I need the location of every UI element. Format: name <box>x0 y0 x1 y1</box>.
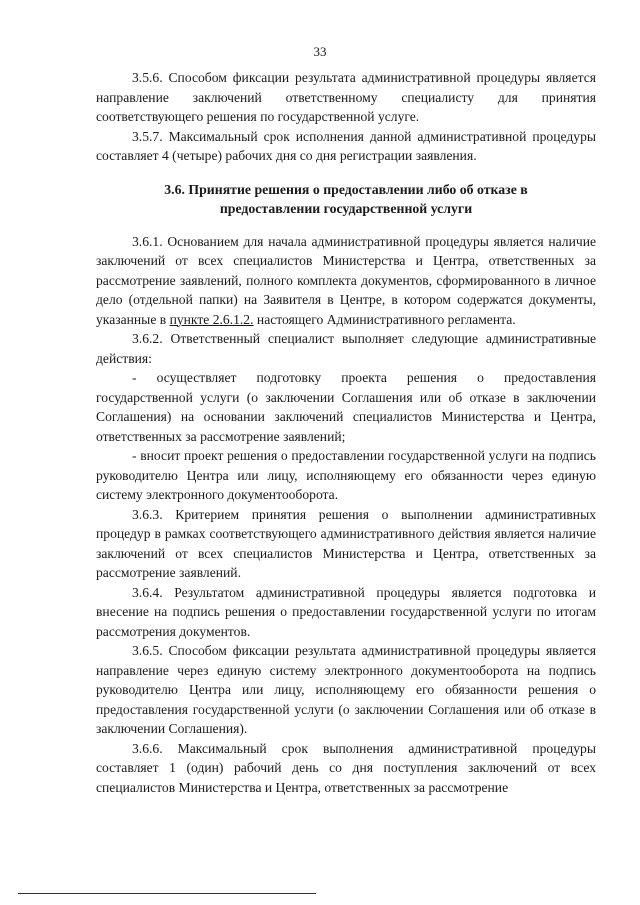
footnote-divider <box>18 893 316 894</box>
paragraph-3-6-5: 3.6.5. Способом фиксации результата административной процедуры является направление через единую систему электронного документооборота на подпись руководителю Центра или лицу, исполняющему его обязанности решения о предоставления государственной услуги (о заключении Соглашения или об отказе в заключении Соглашения). <box>96 643 596 736</box>
paragraph-3-6-1 <box>96 232 596 330</box>
section-heading-3-6 <box>96 180 596 218</box>
paragraph-3-5-7: 3.5.7. Максимальный срок исполнения данной административной процедуры составляет 4 (четыре) рабочих дня со дня регистрации заявления. <box>96 128 596 163</box>
clause-2-6-1-2-link[interactable]: пункте 2.6.1.2. <box>169 311 254 327</box>
page-number: 33 <box>313 44 327 59</box>
paragraph-3-6-2: 3.6.2. Ответственный специалист выполняет следующие административные действия: <box>96 331 596 366</box>
bullet-item-submit-draft: - вносит проект решения о предоставлении государственной услуги на подпись руководителю Центра или лицу, исполняющему его обязанности через единую систему электронного документооборота. <box>96 448 596 502</box>
document-body <box>96 68 596 797</box>
paragraph-3-6-1-text-end: настоящего Административного регламента. <box>253 311 516 327</box>
paragraph-3-6-1-text-start: 3.6.1. Основанием для начала административной процедуры является наличие заключений от всех специалистов Министерства и Центра, ответственных за рассмотрение заявлений, полного комплекта документов, сформированного в личное дело (отдельной папки) на Заявителя в Центре, в котором содержатся документы, указанные в <box>96 233 596 327</box>
section-heading-line-1: 3.6. Принятие решения о предоставлении либо об отказе в <box>164 181 528 197</box>
paragraph-3-5-6: 3.5.6. Способом фиксации результата административной процедуры является направление заключений ответственному специалисту для принятия соответствующего решения по государственной услуге. <box>96 70 596 124</box>
paragraph-3-6-6: 3.6.6. Максимальный срок выполнения административной процедуры составляет 1 (один) рабочий день со дня поступления заключений от всех специалистов Министерства и Центра, ответственных за рассмотрение <box>96 740 596 795</box>
section-heading-line-2: предоставлении государственной услуги <box>219 200 473 216</box>
paragraph-3-6-3: 3.6.3. Критерием принятия решения о выполнении административных процедур в рамках соответствующего административного действия является наличие заключений от всех специалистов Министерства и Центра, ответственных за рассмотрение заявлений. <box>96 506 596 580</box>
bullet-item-prepare-draft: - осуществляет подготовку проекта решения о предоставления государственной услуги (о заключении Соглашения или об отказе в заключении Соглашения) на основании заключений специалистов Министерства и Центра, ответственных за рассмотрение заявлений; <box>96 370 596 444</box>
paragraph-3-6-4: 3.6.4. Результатом административной процедуры является подготовка и внесение на подпись решения о предоставлении государственной услуги по итогам рассмотрения документов. <box>96 584 596 639</box>
